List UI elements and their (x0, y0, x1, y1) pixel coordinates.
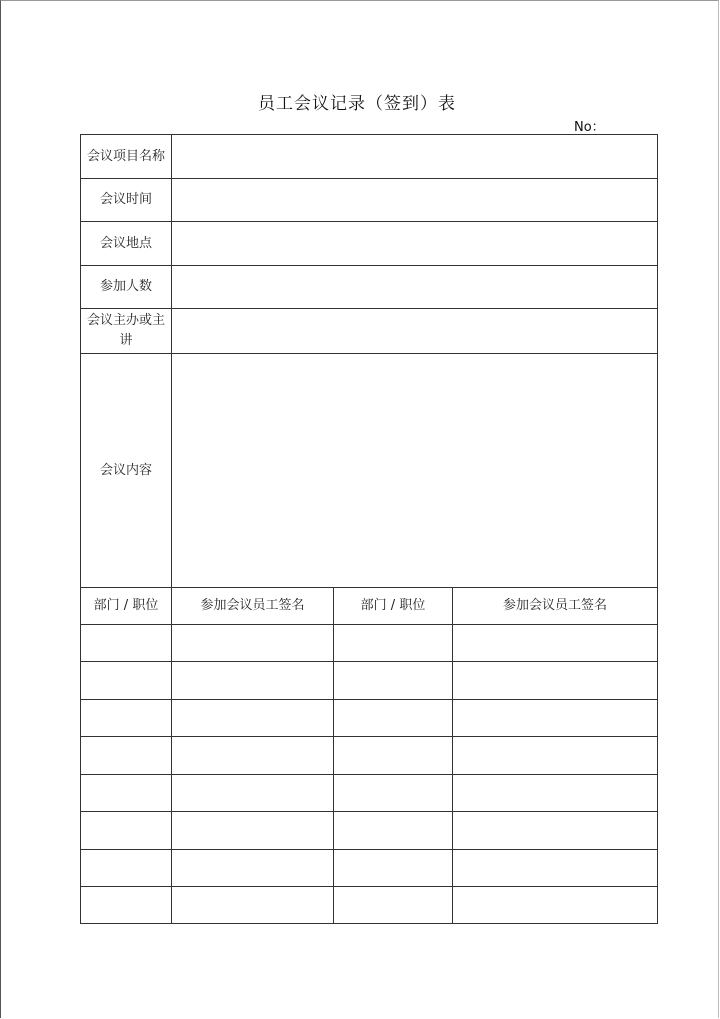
field-row-project-name (81, 135, 658, 179)
signin-cell-dept[interactable] (334, 737, 453, 775)
field-row-meeting-time (81, 179, 658, 222)
signin-header-dept-1: 部门 / 职位 (81, 588, 172, 625)
signin-cell-signature[interactable] (172, 662, 334, 700)
signin-header-dept-2: 部门 / 职位 (334, 588, 453, 625)
signin-cell-dept[interactable] (81, 887, 172, 924)
signin-row (81, 887, 658, 924)
signin-cell-dept[interactable] (81, 775, 172, 812)
field-label-meeting-content: 会议内容 (81, 354, 172, 588)
signin-cell-dept[interactable] (334, 887, 453, 924)
signin-cell-dept[interactable] (334, 700, 453, 737)
signin-header-signature-1: 参加会议员工签名 (172, 588, 334, 625)
signin-cell-signature[interactable] (453, 850, 658, 887)
field-value-project-name[interactable] (172, 135, 658, 179)
field-row-meeting-content (81, 354, 658, 588)
signin-cell-dept[interactable] (81, 812, 172, 850)
document-number-label: No： (574, 120, 605, 135)
signin-row (81, 662, 658, 700)
signin-row (81, 737, 658, 775)
signin-cell-signature[interactable] (172, 625, 334, 662)
field-label-meeting-place: 会议地点 (81, 222, 172, 266)
field-label-attendee-count: 参加人数 (81, 266, 172, 309)
signin-cell-dept[interactable] (334, 850, 453, 887)
document-title: 员工会议记录（签到）表 (258, 94, 456, 114)
signin-header-row (81, 588, 658, 625)
signin-cell-signature[interactable] (453, 625, 658, 662)
signin-cell-dept[interactable] (81, 737, 172, 775)
field-row-attendee-count (81, 266, 658, 309)
signin-cell-dept[interactable] (81, 700, 172, 737)
signin-cell-signature[interactable] (172, 850, 334, 887)
field-row-host (81, 309, 658, 354)
field-label-host: 会议主办或主讲 (81, 309, 172, 354)
meeting-record-table (80, 134, 658, 924)
signin-cell-dept[interactable] (334, 812, 453, 850)
signin-cell-dept[interactable] (81, 662, 172, 700)
signin-cell-signature[interactable] (172, 887, 334, 924)
signin-row (81, 775, 658, 812)
signin-cell-signature[interactable] (453, 662, 658, 700)
signin-cell-signature[interactable] (172, 700, 334, 737)
field-value-host[interactable] (172, 309, 658, 354)
signin-cell-signature[interactable] (453, 737, 658, 775)
signin-cell-signature[interactable] (453, 700, 658, 737)
signin-cell-signature[interactable] (453, 812, 658, 850)
field-value-meeting-time[interactable] (172, 179, 658, 222)
signin-header-signature-2: 参加会议员工签名 (453, 588, 658, 625)
signin-row (81, 625, 658, 662)
field-label-meeting-time: 会议时间 (81, 179, 172, 222)
signin-cell-signature[interactable] (172, 775, 334, 812)
signin-row (81, 700, 658, 737)
signin-cell-dept[interactable] (81, 850, 172, 887)
signin-row (81, 850, 658, 887)
signin-cell-signature[interactable] (453, 887, 658, 924)
signin-cell-signature[interactable] (453, 775, 658, 812)
signin-cell-dept[interactable] (334, 775, 453, 812)
signin-cell-dept[interactable] (334, 625, 453, 662)
field-row-meeting-place (81, 222, 658, 266)
signin-row (81, 812, 658, 850)
field-label-project-name: 会议项目名称 (81, 135, 172, 179)
field-value-meeting-content[interactable] (172, 354, 658, 588)
signin-cell-signature[interactable] (172, 737, 334, 775)
signin-cell-dept[interactable] (334, 662, 453, 700)
signin-cell-dept[interactable] (81, 625, 172, 662)
field-value-meeting-place[interactable] (172, 222, 658, 266)
field-value-attendee-count[interactable] (172, 266, 658, 309)
signin-cell-signature[interactable] (172, 812, 334, 850)
